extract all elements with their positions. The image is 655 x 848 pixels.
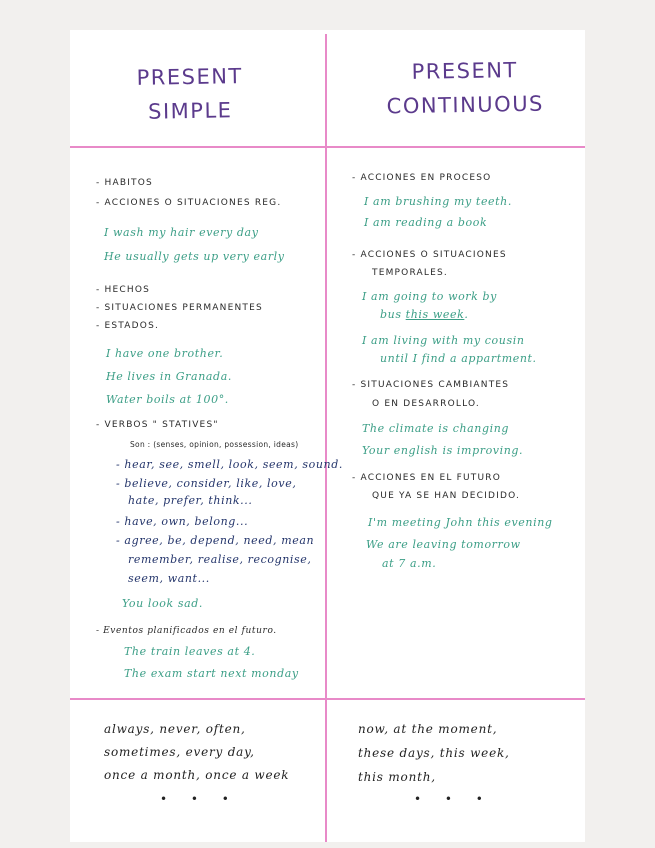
example-sentence: He usually gets up very early: [104, 250, 285, 263]
keyword-line: now, at the moment,: [358, 722, 498, 736]
stative-verb-list: - hear, see, smell, look, seem, sound.: [116, 458, 343, 471]
example-sentence: [380, 308, 468, 321]
example-sentence: You look sad.: [122, 597, 203, 610]
rule-situaciones-permanentes: - SITUACIONES PERMANENTES: [96, 303, 263, 313]
rule-habitos: - HABITOS: [96, 178, 153, 188]
example-text: .: [464, 308, 469, 321]
rule-acciones-en-proceso: - ACCIONES EN PROCESO: [352, 173, 492, 183]
keyword-line: once a month, once a week: [104, 768, 290, 782]
statives-note: Son : (senses, opinion, possession, ideas): [130, 440, 299, 449]
ellipsis-dots: • • •: [414, 792, 493, 806]
example-sentence: Your english is improving.: [362, 444, 524, 457]
example-sentence: at 7 a.m.: [382, 557, 437, 570]
rule-situaciones-cambiantes-cont: O EN DESARROLLO.: [372, 399, 480, 409]
rule-acciones-futuro: - ACCIONES EN EL FUTURO: [352, 473, 502, 483]
center-divider-line: [325, 34, 327, 842]
stative-verb-list: - have, own, belong...: [116, 515, 249, 528]
rule-acciones-temporales-cont: TEMPORALES.: [372, 268, 448, 278]
title-present-continuous: [379, 53, 550, 124]
rule-verbos-statives: - VERBOS " STATIVES": [96, 420, 219, 430]
example-sentence: I have one brother.: [106, 347, 224, 360]
keyword-line: always, never, often,: [104, 722, 246, 736]
header-divider-line: [70, 146, 585, 148]
example-sentence: We are leaving tomorrow: [366, 538, 521, 551]
title-line: PRESENT: [136, 64, 243, 90]
example-sentence: I am brushing my teeth.: [364, 195, 512, 208]
keyword-line: sometimes, every day,: [104, 745, 255, 759]
rule-acciones-temporales: - ACCIONES O SITUACIONES: [352, 250, 507, 260]
example-sentence: I'm meeting John this evening: [368, 516, 553, 529]
title-line: SIMPLE: [147, 98, 233, 124]
example-sentence: The climate is changing: [362, 422, 510, 435]
notebook-page: [70, 30, 585, 842]
rule-situaciones-cambiantes: - SITUACIONES CAMBIANTES: [352, 380, 510, 390]
rule-acciones-regulares: - ACCIONES O SITUACIONES REG.: [96, 198, 282, 208]
keyword-line: these days, this week,: [358, 746, 510, 760]
keyword-line: this month,: [358, 770, 436, 784]
example-underlined-text: this week: [405, 308, 465, 321]
stative-verb-list: remember, realise, recognise,: [128, 553, 312, 566]
example-sentence: I am living with my cousin: [362, 334, 525, 347]
example-sentence: The train leaves at 4.: [124, 645, 256, 658]
title-line: PRESENT: [411, 58, 518, 84]
stative-verb-list: - agree, be, depend, need, mean: [116, 534, 315, 547]
example-sentence: He lives in Granada.: [106, 370, 232, 383]
stative-verb-list: - believe, consider, like, love,: [116, 477, 297, 490]
example-sentence: Water boils at 100°.: [106, 393, 229, 406]
stative-verb-list: hate, prefer, think...: [128, 494, 253, 507]
ellipsis-dots: • • •: [160, 792, 239, 806]
title-line: CONTINUOUS: [386, 91, 545, 119]
rule-hechos: - HECHOS: [96, 285, 151, 295]
stative-verb-list: seem, want...: [128, 572, 210, 585]
example-sentence: I am reading a book: [364, 216, 488, 229]
rule-estados: - ESTADOS.: [96, 321, 160, 331]
title-present-simple: [119, 59, 260, 129]
example-sentence: The exam start next monday: [124, 667, 299, 680]
rule-acciones-futuro-cont: QUE YA SE HAN DECIDIDO.: [372, 491, 521, 501]
rule-eventos-planificados: - Eventos planificados en el futuro.: [96, 626, 277, 636]
footer-divider-line: [70, 698, 585, 700]
example-text: bus: [380, 308, 406, 321]
example-sentence: I am going to work by: [362, 290, 497, 303]
example-sentence: until I find a appartment.: [380, 352, 537, 365]
example-sentence: I wash my hair every day: [104, 226, 259, 239]
